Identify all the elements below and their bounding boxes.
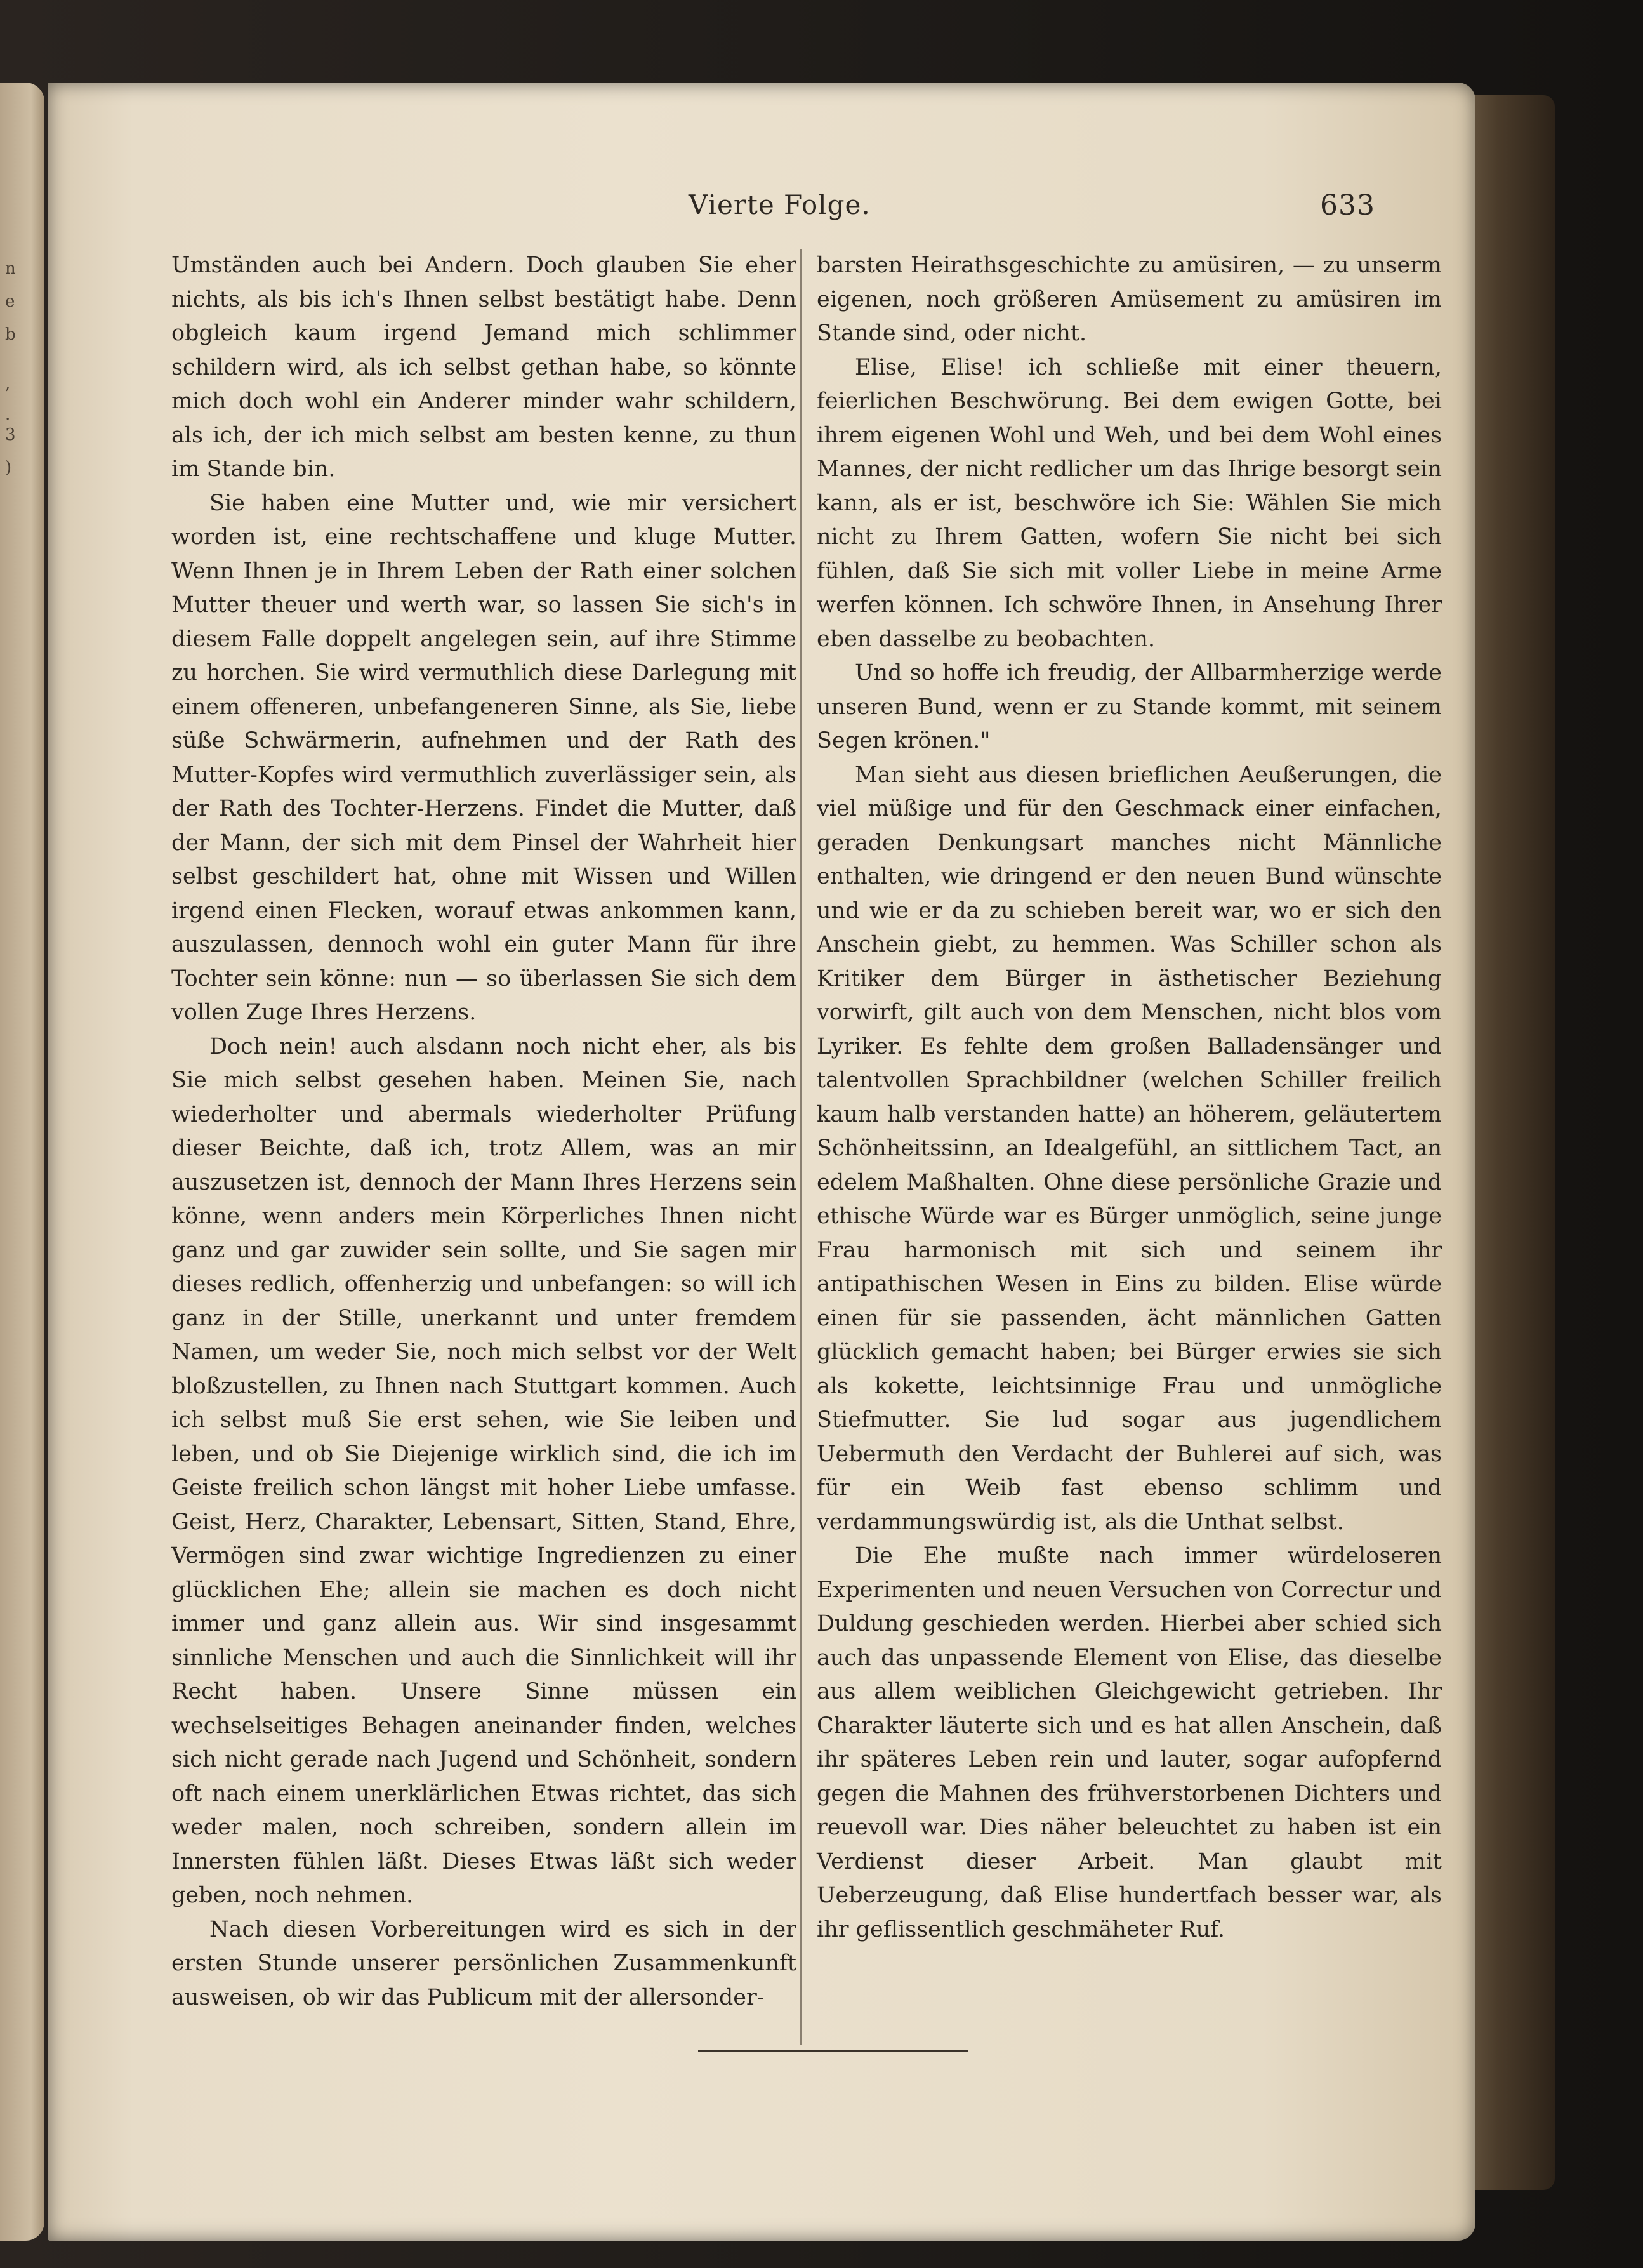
margin-fragment: e <box>5 292 15 311</box>
paragraph: Man sieht aus diesen brieflichen Aeußerungen, die viel müßige und für den Geschmack einer einfachen, geraden Denkungsart manches nicht Männliche enthalten, wie dringend er den neuen Bund wünschte und wie er da zu schieben bereit war, wo er sich den Anschein giebt, zu hemmen. Was Schiller schon als Kritiker dem Bürger in ästhetischer Beziehung vorwirft, gilt auch von dem Menschen, nicht blos vom Lyriker. Es fehlte dem großen Balladensänger und talentvollen Sprachbildner (welchen Schiller freilich kaum halb verstanden hatte) an höherem, geläutertem Schönheitssinn, an Idealgefühl, an sittlichem Tact, an edelem Maßhalten. Ohne diese persönliche Grazie und ethische Würde war es Bürger unmöglich, seine junge Frau harmonisch mit sich und seinem ihr antipathischen Wesen in Eins zu bilden. Elise würde einen für sie passenden, ächt männlichen Gatten glücklich gemacht haben; bei Bürger erwies sie sich als kokette, leichtsinnige Frau und unmögliche Stiefmutter. Sie lud sogar aus jugendlichem Uebermuth den Verdacht der Buhlerei auf sich, was für ein Weib fast ebenso schlimm und verdammungswürdig ist, als die Unthat selbst. <box>817 762 1442 1535</box>
book-page <box>48 83 1475 2241</box>
margin-fragment: 3 <box>5 425 16 444</box>
paragraph: barsten Heirathsgeschichte zu amüsiren, — zu unserm eigenen, noch größeren Amüsement zu amüsiren im Stande sind, oder nicht. <box>817 253 1442 346</box>
page-number: 633 <box>1320 189 1375 222</box>
facing-page-edge <box>0 83 44 2241</box>
margin-fragment: , <box>5 375 11 394</box>
margin-fragment: ) <box>5 458 12 477</box>
left-column <box>171 249 796 2015</box>
paragraph: Und so hoffe ich freudig, der Allbarmherzige werde unseren Bund, wenn er zu Stande kommt, mit seinem Segen krönen." <box>817 660 1442 753</box>
paragraph: Elise, Elise! ich schließe mit einer theuern, feierlichen Beschwörung. Bei dem ewigen Gotte, bei ihrem eigenen Wohl und Weh, und bei dem Wohl eines Mannes, der nicht redlicher um das Ihrige besorgt sein kann, als er ist, beschwöre ich Sie: Wählen Sie mich nicht zu Ihrem Gatten, wofern Sie nicht bei sich fühlen, daß Sie sich mit voller Liebe in meine Arme werfen können. Ich schwöre Ihnen, in Ansehung Ihrer eben dasselbe zu beobachten. <box>817 354 1442 652</box>
running-title: Vierte Folge. <box>689 189 871 220</box>
margin-fragment: . <box>5 405 11 424</box>
margin-fragment: n <box>5 259 16 278</box>
paragraph: Sie haben eine Mutter und, wie mir versichert worden ist, eine rechtschaffene und kluge Mutter. Wenn Ihnen je in Ihrem Leben der Rath einer solchen Mutter theuer und werth war, so lassen Sie sich's in diesem Falle doppelt angelegen sein, auf ihre Stimme zu horchen. Sie wird vermuthlich diese Darlegung mit einem offeneren, unbefangeneren Sinne, als Sie, liebe süße Schwärmerin, aufnehmen und der Rath des Mutter-Kopfes wird vermuthlich zuverlässiger sein, als der Rath des Tochter-Herzens. Findet die Mutter, daß der Mann, der sich mit dem Pinsel der Wahrheit hier selbst geschildert hat, ohne mit Wissen und Willen irgend einen Flecken, worauf etwas ankommen kann, auszulassen, dennoch wohl ein guter Mann für ihre Tochter sein könne: nun — so überlassen Sie sich dem vollen Zuge Ihres Herzens. <box>171 490 796 1025</box>
paragraph: Nach diesen Vorbereitungen wird es sich in der ersten Stunde unserer persönlichen Zusammenkunft ausweisen, ob wir das Publicum mit der allersonder- <box>171 1916 796 2010</box>
paragraph: Umständen auch bei Andern. Doch glauben Sie eher nichts, als bis ich's Ihnen selbst bestätigt habe. Denn obgleich kaum irgend Jemand mich schlimmer schildern wird, als ich selbst gethan habe, so könnte mich doch wohl ein Anderer minder wahr schildern, als ich, der ich mich selbst am besten kenne, zu thun im Stande bin. <box>171 253 796 482</box>
end-rule <box>698 2050 968 2052</box>
column-divider <box>800 249 802 2045</box>
paragraph: Doch nein! auch alsdann noch nicht eher, als bis Sie mich selbst gesehen haben. Meinen Sie, nach wiederholter und abermals wiederholter Prüfung dieser Beichte, daß ich, trotz Allem, was an mir auszusetzen ist, dennoch der Mann Ihres Herzens sein könne, wenn anders mein Körperliches Ihnen nicht ganz und gar zuwider sein sollte, und Sie sagen mir dieses redlich, offenherzig und unbefangen: so will ich ganz in der Stille, unerkannt und unter fremdem Namen, um weder Sie, noch mich selbst vor der Welt bloßzustellen, zu Ihnen nach Stuttgart kommen. Auch ich selbst muß Sie erst sehen, wie Sie leiben und leben, und ob Sie Diejenige wirklich sind, die ich im Geiste freilich schon längst mit hoher Liebe umfasse. Geist, Herz, Charakter, Lebensart, Sitten, Stand, Ehre, Vermögen sind zwar wichtige Ingredienzen zu einer glücklichen Ehe; allein sie machen es doch nicht immer und ganz allein aus. Wir sind insgesammt sinnliche Menschen und auch die Sinnlichkeit will ihr Recht haben. Unsere Sinne müssen ein wechselseitiges Behagen aneinander finden, welches sich nicht gerade nach Jugend und Schönheit, sondern oft nach einem unerklärlichen Etwas richtet, das sich weder malen, noch schreiben, sondern allein im Innersten fühlen läßt. Dieses Etwas läßt sich weder geben, noch nehmen. <box>171 1033 796 1908</box>
paragraph: Die Ehe mußte nach immer würdeloseren Experimenten und neuen Versuchen von Correctur und Duldung geschieden werden. Hierbei aber schied sich auch das unpassende Element von Elise, das dieselbe aus allem weiblichen Gleichgewicht getrieben. Ihr Charakter läuterte sich und es hat allen Anschein, daß ihr späteres Leben rein und lauter, sogar aufopfernd gegen die Mahnen des frühverstorbenen Dichters und reuevoll war. Dies näher beleuchtet zu haben ist ein Verdienst dieser Arbeit. Man glaubt mit Ueberzeugung, daß Elise hundertfach besser war, als ihr geflissentlich geschmäheter Ruf. <box>817 1543 1442 1942</box>
right-column <box>817 249 1442 1947</box>
margin-fragment: b <box>5 325 16 344</box>
